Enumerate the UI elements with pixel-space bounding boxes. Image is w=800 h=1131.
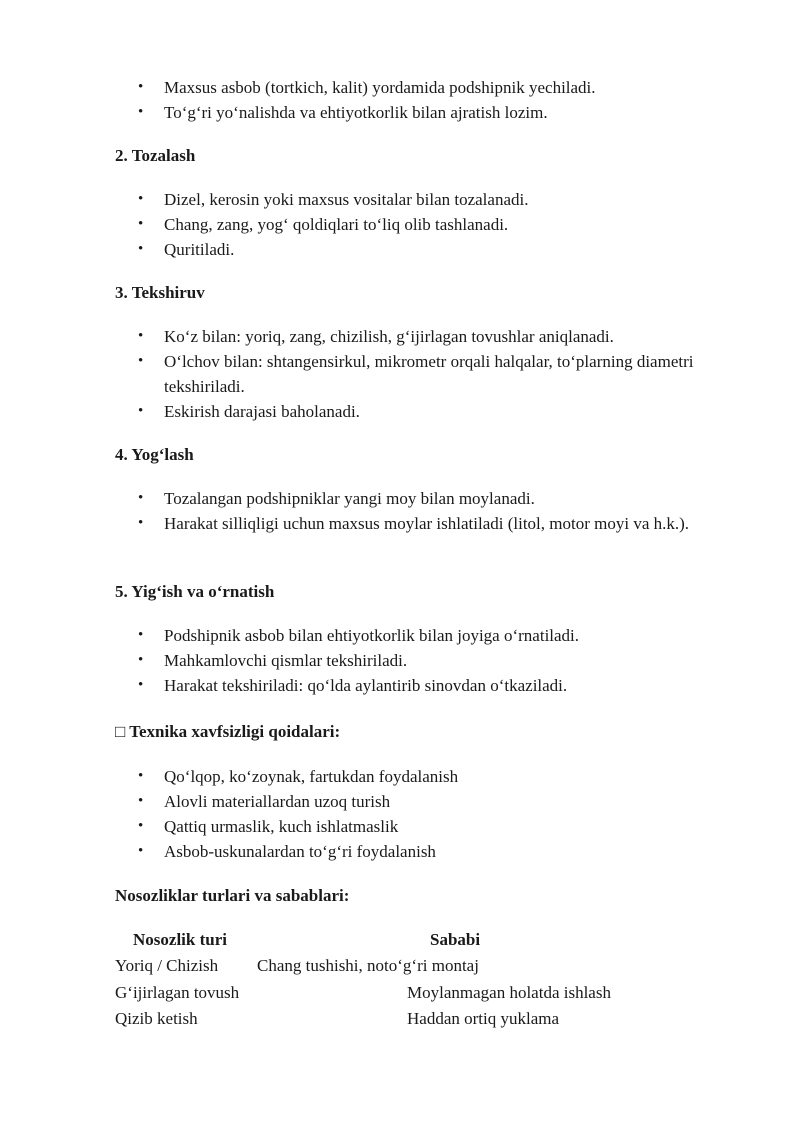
table-cell-cause: Haddan ortiq yuklama xyxy=(407,1009,560,1028)
section-heading-tekshiruv: 3. Tekshiruv xyxy=(115,283,205,302)
list-item: • Tozalangan podshipniklar yangi moy bilan moylanadi. xyxy=(0,486,800,511)
table-header-fault-type: Nosozlik turi xyxy=(133,930,227,949)
yoglash-list xyxy=(0,486,800,536)
list-item: • Qattiq urmaslik, kuch ishlatmaslik xyxy=(0,814,800,839)
list-item: • Asbob-uskunalardan to‘g‘ri foydalanish xyxy=(0,839,800,864)
list-item: • Eskirish darajasi baholanadi. xyxy=(0,399,800,424)
section-heading-yoglash: 4. Yog‘lash xyxy=(115,445,194,464)
section-heading-safety: □ Texnika xavfsizligi qoidalari: xyxy=(115,722,341,741)
intro-list xyxy=(0,75,800,125)
section-heading-yigish: 5. Yig‘ish va o‘rnatish xyxy=(115,582,275,601)
list-item: • Harakat silliqligi uchun maxsus moylar ishlatiladi (litol, motor moyi va h.k.). xyxy=(0,511,800,536)
list-item: • Alovli materiallardan uzoq turish xyxy=(0,789,800,814)
list-item: • O‘lchov bilan: shtangensirkul, mikrometr orqali halqalar, to‘plarning diametri tekshiriladi. xyxy=(0,349,800,399)
tozalash-list xyxy=(0,187,800,262)
list-item: • Ko‘z bilan: yoriq, zang, chizilish, g‘ijirlagan tovushlar aniqlanadi. xyxy=(0,324,800,349)
list-item: • Chang, zang, yog‘ qoldiqlari to‘liq olib tashlanadi. xyxy=(0,212,800,237)
list-item: • Harakat tekshiriladi: qo‘lda aylantirib sinovdan o‘tkaziladi. xyxy=(0,673,800,698)
safety-list xyxy=(0,764,800,864)
list-item: • Dizel, kerosin yoki maxsus vositalar bilan tozalanadi. xyxy=(0,187,800,212)
list-item: • Mahkamlovchi qismlar tekshiriladi. xyxy=(0,648,800,673)
list-item: • To‘g‘ri yo‘nalishda va ehtiyotkorlik bilan ajratish lozim. xyxy=(0,100,800,125)
list-item: • Qo‘lqop, ko‘zoynak, fartukdan foydalanish xyxy=(0,764,800,789)
table-header-cause: Sababi xyxy=(430,930,481,949)
table-cell-cause: Moylanmagan holatda ishlash xyxy=(407,983,611,1002)
table-cell-fault: Yoriq / Chizish xyxy=(115,956,219,975)
yigish-list xyxy=(0,623,800,698)
table-cell-cause: Chang tushishi, noto‘g‘ri montaj xyxy=(257,956,479,975)
table-cell-fault: G‘ijirlagan tovush xyxy=(115,983,240,1002)
list-item: • Quritiladi. xyxy=(0,237,800,262)
faults-title: Nosozliklar turlari va sabablari: xyxy=(115,886,350,905)
table-cell-fault: Qizib ketish xyxy=(115,1009,198,1028)
list-item: • Maxsus asbob (tortkich, kalit) yordamida podshipnik yechiladi. xyxy=(0,75,800,100)
tekshiruv-list xyxy=(0,324,800,424)
list-item: • Podshipnik asbob bilan ehtiyotkorlik bilan joyiga o‘rnatiladi. xyxy=(0,623,800,648)
section-heading-tozalash: 2. Tozalash xyxy=(115,146,196,165)
